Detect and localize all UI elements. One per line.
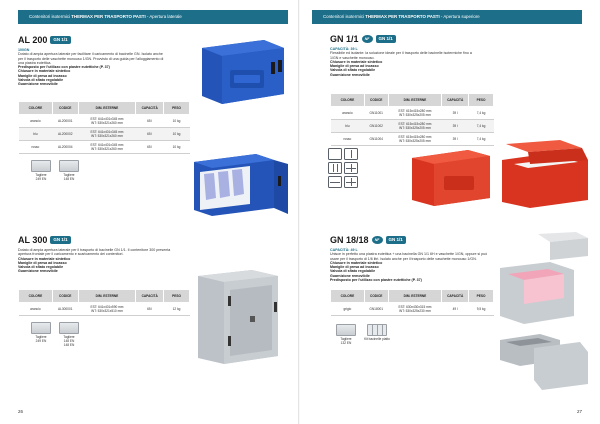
col-header: DIM. ESTERNE: [388, 290, 442, 303]
gn1818-title: GN 18/18: [330, 235, 369, 245]
gn1818-accessory-1: [332, 324, 360, 346]
col-header: CAPACITÀ: [442, 94, 469, 107]
page-number: 26: [18, 409, 24, 414]
al200-accessory-1: [28, 160, 54, 182]
col-header: CAPACITÀ: [442, 290, 469, 303]
table-row: [19, 128, 190, 141]
tray-image: [336, 324, 356, 336]
al200-desc-text: Dotato di ampia apertura laterale per facilitare il caricamento di bacinelle GN. Isolato anche per il trasporto delle vaschette monouso 1/GN. Provvisto di una guida per l'alloggiamento di una piastra eutettica.: [18, 52, 164, 65]
table-row: [19, 303, 190, 316]
col-header: DIM. ESTERNE: [78, 102, 136, 115]
al300-section: [18, 235, 176, 274]
right-page: [300, 0, 600, 424]
col-header: PESO: [469, 94, 494, 107]
cell: GN11001: [364, 107, 388, 120]
al300-feature: Guarnizione removibile: [18, 269, 58, 274]
cell: EST: 615x415x280 mm INT: 530x325x205 mm: [388, 120, 442, 133]
table-header-row: [331, 290, 494, 303]
al300-accessory-1: [28, 322, 54, 344]
al300-title: AL 300: [18, 235, 48, 245]
gn1818-image: [494, 232, 590, 392]
cell: EST: 641x401x345 mm INT: 530x321x260 mm: [78, 141, 136, 154]
al200-title-row: [18, 35, 168, 45]
cell: grigio: [331, 303, 365, 316]
gn11-capacity: CAPACITÀ: 39 L: [330, 47, 358, 51]
cell: 65 l: [136, 115, 164, 128]
accessory-label: Kit bacinelle piatto: [364, 337, 390, 341]
al200-section: [18, 35, 168, 87]
page-number: 27: [576, 409, 582, 414]
accessory-code: 148 EN: [63, 176, 75, 181]
cell: blu: [19, 128, 53, 141]
cell: rosso: [331, 133, 365, 146]
al300-spec-table: [18, 289, 190, 316]
cell: arancio: [19, 115, 53, 128]
col-header: DIM. ESTERNE: [78, 290, 136, 303]
gn11-image: [410, 140, 592, 210]
gn1818-feature: Chiusure in materiale sintetico: [330, 260, 383, 265]
al300-feature: Valvola di sfiato regolabile: [18, 265, 64, 270]
cell: 65 l: [136, 141, 164, 154]
cell: EST: 615x415x280 mm INT: 530x325x205 mm: [388, 107, 442, 120]
gn11-title: GN 1/1: [330, 34, 359, 44]
col-header: DIM. ESTERNE: [388, 94, 442, 107]
tray-image: [59, 322, 79, 334]
table-row: [331, 120, 494, 133]
al200-description: [18, 48, 168, 87]
gn1818-capacity: CAPACITÀ: 49 L: [330, 248, 358, 252]
cell: GN11002: [364, 120, 388, 133]
cell: EST: 641x401x590 mm INT: 530x321x510 mm: [78, 303, 136, 316]
al300-image: [192, 266, 284, 366]
accessory-code: 132 EN: [340, 340, 352, 345]
table-row: [331, 303, 494, 316]
cell: 7,4 kg: [469, 107, 494, 120]
al200-feature: Predisposto per l'utilizzo con piastre eutettiche (P. 37): [18, 65, 110, 70]
cell: rosso: [19, 141, 53, 154]
gn1818-feature: Guarnizione removibile: [330, 273, 370, 278]
accessory-label: Tagliere: [63, 173, 75, 177]
cell: 7,4 kg: [469, 133, 494, 146]
cell: 65 l: [136, 303, 164, 316]
accessory-code: 249 EN: [35, 338, 47, 343]
al200-feature: Valvola di sfiato regolabile: [18, 78, 64, 83]
gn1818-gn-badge: GN 1/1: [386, 236, 406, 244]
col-header: PESO: [164, 290, 190, 303]
col-header: COLORE: [331, 290, 365, 303]
col-header: CAPACITÀ: [136, 102, 164, 115]
header-text: Contenitori isotermici: [29, 14, 72, 19]
al200-feature: Chiusure in materiale sintetico: [18, 69, 71, 74]
cell: AL200001: [52, 115, 78, 128]
cell: 39 l: [442, 107, 469, 120]
al300-title-row: [18, 235, 176, 245]
gn-thirds-icon: [328, 162, 342, 174]
gn11-feature: Valvola di sfiato regolabile: [330, 68, 376, 73]
cell: GN18001: [364, 303, 388, 316]
tray-image: [31, 160, 51, 172]
header-tail: - Apertura laterale: [145, 14, 182, 19]
tray-image: [59, 160, 79, 172]
cell: EST: 615x415x280 mm INT: 530x325x205 mm: [388, 133, 442, 146]
cell: EST: 641x401x345 mm INT: 530x321x260 mm: [78, 128, 136, 141]
al300-description: [18, 248, 176, 274]
al300-accessory-2: [56, 322, 82, 347]
table-header-row: [331, 94, 494, 107]
table-row: [19, 141, 190, 154]
col-header: CODICE: [364, 94, 388, 107]
cell: 39 l: [442, 133, 469, 146]
cell: 65 l: [136, 128, 164, 141]
col-header: CODICE: [52, 102, 78, 115]
al300-desc-text: Dotato di ampia apertura laterale per il trasporto di bacinelle GN 1/1. Il contenitore 300 presenta apertura frontale per il caricamento e scaricamento dei contenitori.: [18, 248, 171, 257]
header-bold: THERMAX PER TRASPORTO PASTI: [365, 14, 440, 19]
tray-kit-image: [367, 324, 387, 336]
al200-gn-badge: GN 1/1: [50, 36, 70, 44]
gn11-title-row: [330, 34, 480, 44]
gn-configuration-icons: [328, 148, 358, 188]
gn1818-feature: Predisposto per l'utilizzo con piastre eutettiche (P. 37): [330, 278, 422, 283]
accessory-label: Tagliere: [35, 335, 47, 339]
cell: arancio: [331, 107, 365, 120]
left-page-header: [18, 10, 288, 24]
cell: arancio: [19, 303, 53, 316]
al200-capacity: 100GN: [18, 48, 30, 52]
col-header: PESO: [469, 290, 494, 303]
gn11-desc-text: Flessibile ed isolante: la soluzione ideale per il trasporto delle bacinelle isotermiche fino a 1/GN e vaschette monouso.: [330, 51, 472, 60]
cell: 12 kg: [164, 303, 190, 316]
al300-feature: Chiusure in materiale sintetico: [18, 256, 71, 261]
right-page-header: [312, 10, 582, 24]
gn1818-title-row: [330, 235, 490, 245]
gn1818-feature: Valvola di sfiato regolabile: [330, 269, 376, 274]
gn1818-desc-text: Unisce in perfetto una piastra eutettica + una bacinella GN 1/1 6H e vaschette 1/GN, oppure si può usare per il trasporto di 1/6 litri. Isolato anche per il trasporto delle vaschette monouso 1/GN.: [330, 252, 488, 261]
cell: EST: 641x401x345 mm INT: 530x321x260 mm: [78, 115, 136, 128]
col-header: PESO: [164, 102, 190, 115]
gn1818-description: [330, 248, 490, 282]
gn-sixths-icon: [344, 176, 358, 188]
col-header: CAPACITÀ: [136, 290, 164, 303]
col-header: COLORE: [19, 102, 53, 115]
cell: AL300001: [52, 303, 78, 316]
gn11-description: [330, 47, 480, 77]
cell: blu: [331, 120, 365, 133]
al200-closed-image: [194, 34, 286, 106]
cell: 49 l: [442, 303, 469, 316]
al200-feature: Guarnizione removibile: [18, 82, 58, 87]
gn11-section: [330, 34, 480, 77]
gn-full-icon: [328, 148, 342, 160]
gn-quarters-icon: [344, 162, 358, 174]
table-header-row: [19, 102, 190, 115]
al200-open-image: [190, 150, 290, 220]
gn1818-section: [330, 235, 490, 282]
al200-feature: Maniglie di presa ad incasso: [18, 73, 67, 78]
gn11-spec-table: [330, 93, 494, 146]
col-header: COLORE: [19, 290, 53, 303]
gn-halves-icon: [344, 148, 358, 160]
cell: 9,5 kg: [469, 303, 494, 316]
gn1818-spec-table: [330, 289, 494, 316]
table-row: [331, 107, 494, 120]
accessory-label: Tagliere: [340, 337, 352, 341]
al300-feature: Maniglie di presa ad incasso: [18, 260, 67, 265]
accessory-label: Tagliere: [35, 173, 47, 177]
gn11-feature: Chiusure in materiale sintetico: [330, 59, 383, 64]
cell: 7,4 kg: [469, 120, 494, 133]
tray-image: [31, 322, 51, 334]
gn11-gn-badge: GN 1/1: [376, 35, 396, 43]
col-header: COLORE: [331, 94, 365, 107]
gn1818-accessory-2: [362, 324, 392, 342]
cell: 10 kg: [164, 128, 190, 141]
header-text: Contenitori isotermici: [323, 14, 366, 19]
table-row: [19, 115, 190, 128]
accessory-code: 148 EN 148 EN: [63, 338, 75, 347]
gn11-feature: Maniglie di presa ad incasso: [330, 64, 379, 69]
cell: 39 l: [442, 120, 469, 133]
al300-gn-badge: GN 1/1: [50, 236, 70, 244]
cell: 10 kg: [164, 115, 190, 128]
cell: EST: 630x430x315 mm INT: 530x325x230 mm: [388, 303, 442, 316]
nf-certification-icon: NF: [372, 236, 383, 244]
header-bold: THERMAX PER TRASPORTO PASTI: [71, 14, 146, 19]
accessory-code: 249 EN: [35, 176, 47, 181]
header-tail: - Apertura superiore: [439, 14, 480, 19]
col-header: CODICE: [52, 290, 78, 303]
cell: GN11004: [364, 133, 388, 146]
gn1818-feature: Maniglie di presa ad incasso: [330, 265, 379, 270]
table-header-row: [19, 290, 190, 303]
accessory-label: Tagliere: [63, 335, 75, 339]
col-header: CODICE: [364, 290, 388, 303]
gn-rows-icon: [328, 176, 342, 188]
cell: AL200004: [52, 141, 78, 154]
al200-title: AL 200: [18, 35, 48, 45]
gn11-feature: Guarnizione removibile: [330, 72, 370, 77]
al200-spec-table: [18, 101, 190, 154]
al200-accessory-2: [56, 160, 82, 182]
nf-certification-icon: NF: [362, 35, 373, 43]
cell: AL200002: [52, 128, 78, 141]
cell: 10 kg: [164, 141, 190, 154]
